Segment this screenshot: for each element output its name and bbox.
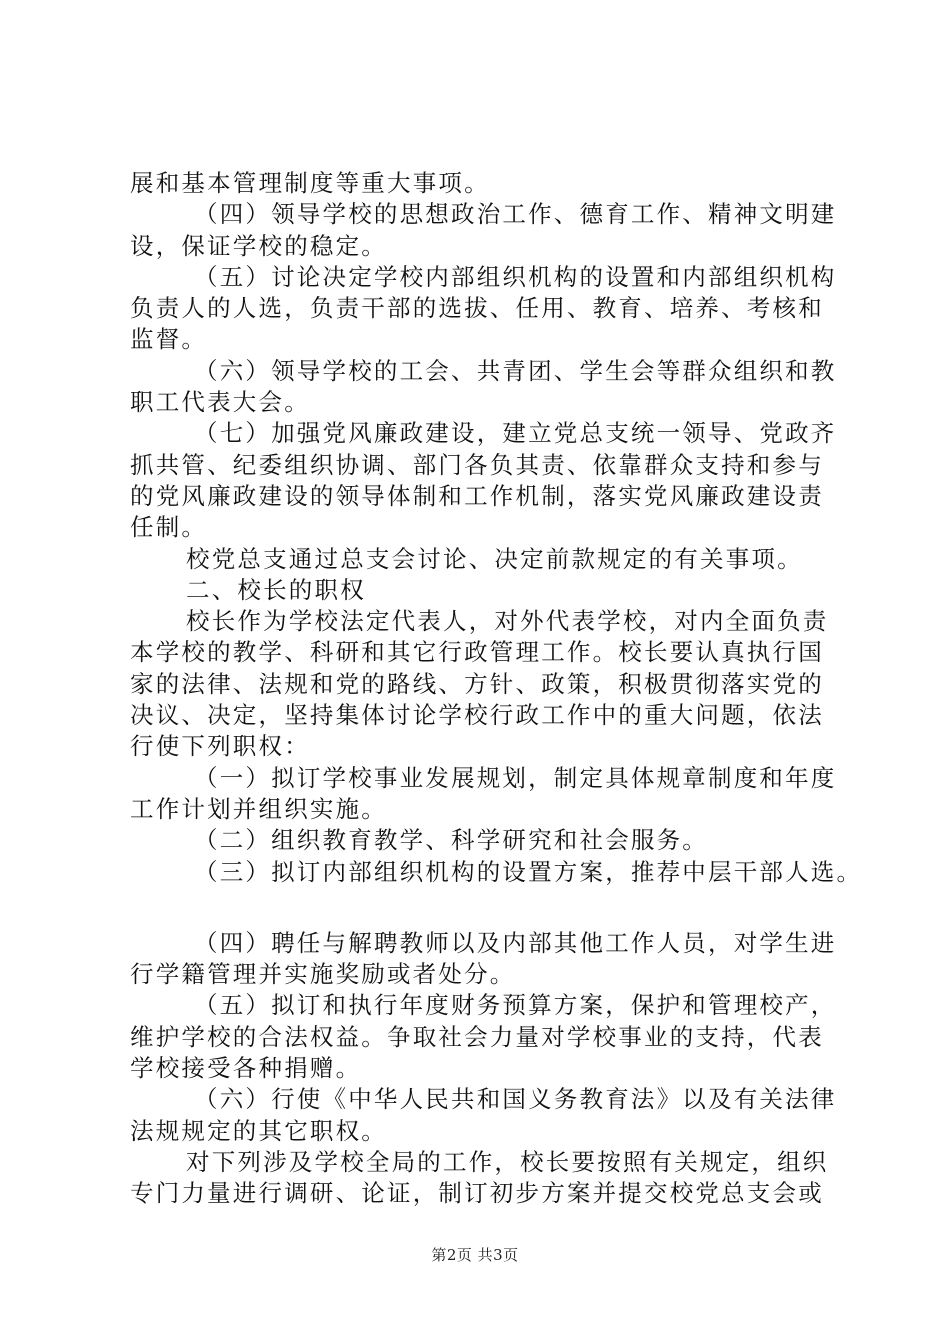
text-line: 专门力量进行调研、论证，制订初步方案并提交校党总支会或 xyxy=(130,1179,824,1208)
text-line: 学校接受各种捐赠。 xyxy=(130,1054,362,1083)
text-line: 负责人的人选，负责干部的选拔、任用、教育、培养、考核和 xyxy=(130,294,824,323)
text-line: （五）拟订和执行年度财务预算方案，保护和管理校产， xyxy=(194,991,837,1020)
text-line: （六）行使《中华人民共和国义务教育法》以及有关法律 xyxy=(194,1085,837,1114)
page-number-label: 第2页 共3页 xyxy=(431,1246,519,1264)
text-line: 行使下列职权： xyxy=(130,732,310,761)
text-line: 维护学校的合法权益。争取社会力量对学校事业的支持，代表 xyxy=(130,1022,824,1051)
text-line: 工作计划并组织实施。 xyxy=(130,794,387,823)
text-line: 校长作为学校法定代表人，对外代表学校，对内全面负责 xyxy=(186,607,829,636)
text-line: （七）加强党风廉政建设，建立党总支统一领导、党政齐 xyxy=(194,419,837,448)
text-line: （二）组织教育教学、科学研究和社会服务。 xyxy=(194,826,708,855)
text-line: 法规规定的其它职权。 xyxy=(130,1116,387,1145)
paragraph-gap xyxy=(130,888,830,928)
document-body xyxy=(130,168,863,1210)
text-line: 展和基本管理制度等重大事项。 xyxy=(130,169,490,197)
text-line: 对下列涉及学校全局的工作，校长要按照有关规定，组织 xyxy=(186,1147,829,1176)
text-line: 本学校的教学、科研和其它行政管理工作。校长要认真执行国 xyxy=(130,638,824,667)
page-footer xyxy=(0,1244,950,1265)
text-line: 监督。 xyxy=(130,325,208,354)
text-line: 任制。 xyxy=(130,513,208,542)
text-line: 决议、决定，坚持集体讨论学校行政工作中的重大问题，依法 xyxy=(130,701,824,730)
text-line: （五）讨论决定学校内部组织机构的设置和内部组织机构 xyxy=(194,262,837,291)
text-line: （三）拟订内部组织机构的设置方案，推荐中层干部人选。 xyxy=(194,857,863,886)
text-line: 行学籍管理并实施奖励或者处分。 xyxy=(130,960,516,989)
text-line: （四）领导学校的思想政治工作、德育工作、精神文明建 xyxy=(194,200,837,229)
text-line: 校党总支通过总支会讨论、决定前款规定的有关事项。 xyxy=(186,544,803,573)
section-heading: 二、校长的职权 xyxy=(186,575,366,604)
text-line: （四）聘任与解聘教师以及内部其他工作人员，对学生进 xyxy=(194,928,837,957)
text-line: 抓共管、纪委组织协调、部门各负其责、依靠群众支持和参与 xyxy=(130,450,824,479)
text-line: 的党风廉政建设的领导体制和工作机制，落实党风廉政建设责 xyxy=(130,481,824,510)
text-line: （六）领导学校的工会、共青团、学生会等群众组织和教 xyxy=(194,356,837,385)
text-line: 家的法律、法规和党的路线、方针、政策，积极贯彻落实党的 xyxy=(130,669,824,698)
text-line: （一）拟订学校事业发展规划，制定具体规章制度和年度 xyxy=(194,763,837,792)
text-line: 职工代表大会。 xyxy=(130,388,310,417)
text-line: 设，保证学校的稳定。 xyxy=(130,231,387,260)
